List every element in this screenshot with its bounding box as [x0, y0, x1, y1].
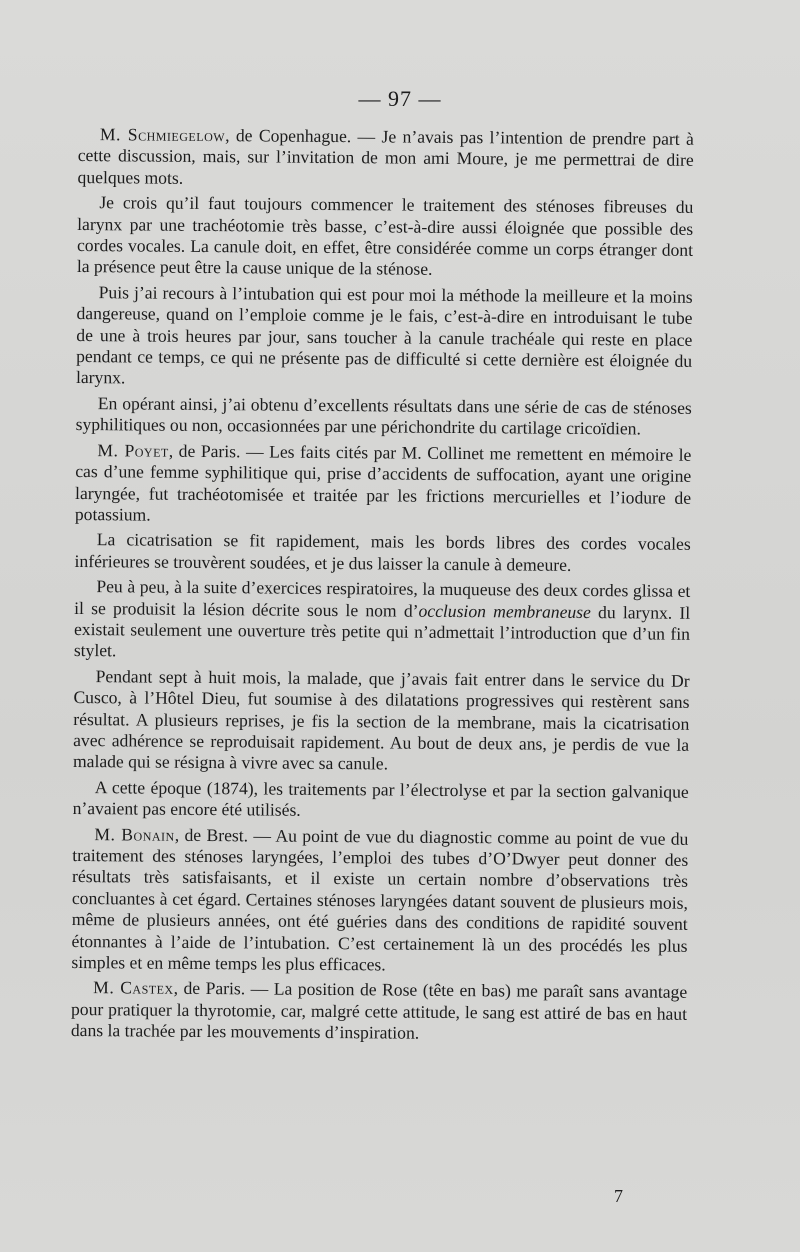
paragraph-text: , de Copenhague. — Je n’avais pas l’intention de prendre part à cette discussion, mais, sur l’invitation de mon ami Moure, je me permettrai de dire quelques mots. [77, 125, 694, 188]
signature-mark: 7 [614, 1186, 623, 1206]
paragraph [73, 666, 690, 778]
paragraph [73, 777, 689, 825]
paragraph-poyet [75, 440, 692, 530]
page-number-header: — 97 — [358, 86, 442, 111]
paragraph-text: du larynx. Il existait seulement une ouverture très petite qui n’admettait l’introduction que d’un fin stylet. [73, 601, 691, 661]
paragraph-schmiegelow [77, 124, 693, 193]
paragraph-text: Peu à peu, à la suite d’exercices respiratoires, la muqueuse des deux cordes glissa et il se produisit la lésion décrite sous le nom d’ [74, 576, 691, 621]
italic-term: occlusion membraneuse [418, 600, 591, 622]
paragraph [74, 529, 690, 577]
paragraph-text: La cicatrisation se fit rapidement, mais les bords libres des cordes vocales inférieures se trouvèrent soudées, et je dus laisser la canule à demeure. [74, 529, 691, 575]
paragraph-castex [71, 977, 687, 1046]
paragraph-text: , de Paris. — La position de Rose (tête en bas) me paraît sans avantage pour pratiquer la thyrotomie, car, malgré cette attitude, le sang est attiré de bas en haut dans la trachée par les mouvements d’inspiration. [70, 978, 688, 1043]
paragraph-text: En opérant ainsi, j’ai obtenu d’excellents résultats dans une série de cas de sténoses syphilitiques ou non, occasionnées par une périchondrite du cartilage cricoïdien. [75, 393, 692, 439]
paragraph-text: , de Paris. — Les faits cités par M. Collinet me remettent en mémoire le cas d’une femme syphilitique qui, prise d’accidents de suffocation, ayant une origine laryngée, fut trachéotomisée et traitée par les frictions mercurielles et l’iodure de potassium. [74, 440, 692, 525]
paragraph [76, 282, 693, 394]
paragraph [77, 192, 694, 282]
paragraph [76, 393, 692, 441]
paragraph-text: , de Brest. — Au point de vue du diagnostic comme au point de vue du traitement des sténoses laryngées, l’emploi des tubes d’O’Dwyer peut donner des résultats très satisfaisants, et il existe un certain nombre d’observations très concluantes à cet égard. Certaines sténoses laryngées datant souvent de plusieurs mois, même de plusieurs années, ont été guéries dans des conditions de rapidité souvent étonnantes à l’aide de l’intubation. C’est certainement là un des procédés les plus simples et en même temps les plus efficaces. [71, 824, 689, 975]
speaker-name: M. Poyet [97, 439, 169, 461]
speaker-name: M. Castex [93, 977, 174, 999]
paragraph [74, 576, 691, 666]
paragraph-bonain [71, 824, 688, 979]
paragraph-text: Je crois qu’il faut toujours commencer le traitement des sténoses fibreuses du larynx par une trachéotomie très basse, c’est-à-dire aussi éloignée que possible des cordes vocales. La canule doit, en effet, être considérée comme un corps étranger dont la présence peut être la cause unique de la sténose. [76, 192, 694, 280]
paragraph-text: Puis j’ai recours à l’intubation qui est pour moi la méthode la meilleure et la moins dangereuse, quand on l’emploie comme je le fais, c’est-à-dire en introduisant le tube de une à trois heures par jour, sans toucher à la canule trachéale qui reste en place pendant ce temps, ce qui ne présente pas de difficulté si cette dernière est éloignée du larynx. [75, 282, 693, 388]
paragraph-text: Pendant sept à huit mois, la malade, que j’avais fait entrer dans le service du Dr Cusco, à l’Hôtel Dieu, fut soumise à des dilatations progressives qui restèrent sans résultat. A plusieurs reprises, je fis la section de la membrane, mais la cicatrisation avec adhérence se reproduisait rapidement. Au bout de deux ans, je perdis de vue la malade qui se résigna à vivre avec sa canule. [72, 665, 690, 774]
speaker-name: M. Schmiegelow [99, 124, 226, 146]
speaker-name: M. Bonain [94, 823, 175, 845]
paragraph-text: A cette époque (1874), les traitements par l’électrolyse et par la section galvanique n’avaient pas encore été utilisés. [72, 776, 689, 820]
body-text [71, 124, 694, 1050]
